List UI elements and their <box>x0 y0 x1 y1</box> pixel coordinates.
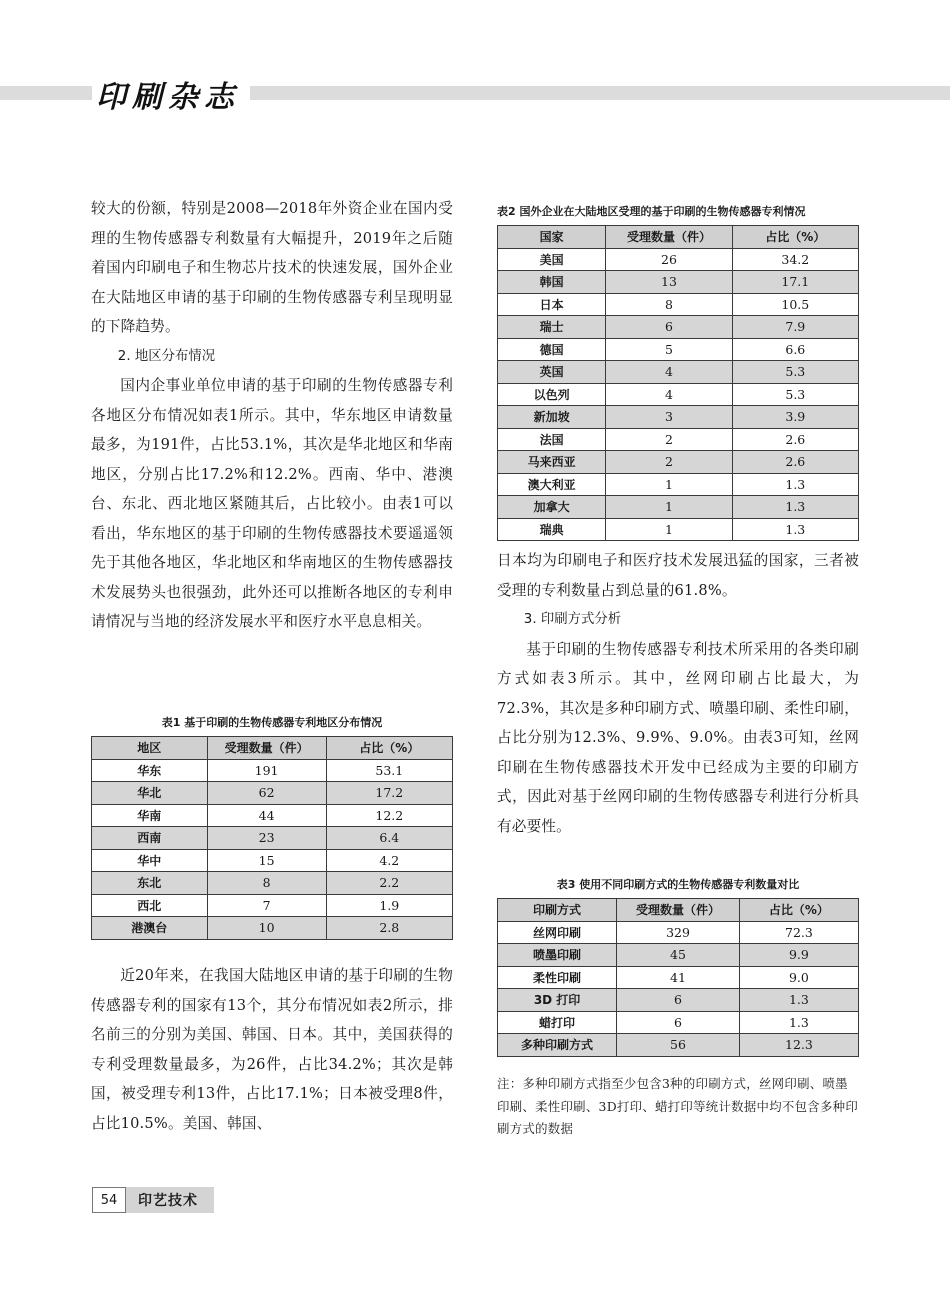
table-cell: 34.2 <box>732 248 858 271</box>
table-cell: 美国 <box>498 248 606 271</box>
table-cell: 瑞士 <box>498 316 606 339</box>
right-paragraph-1: 日本均为印刷电子和医疗技术发展迅猛的国家，三者被受理的专利数量占到总量的61.8%。 <box>497 552 859 599</box>
table2 <box>497 225 859 541</box>
table-cell: 1.9 <box>326 894 452 917</box>
table-row <box>92 849 453 872</box>
table-cell: 马来西亚 <box>498 451 606 474</box>
table-cell: 6.4 <box>326 827 452 850</box>
table-row <box>498 293 859 316</box>
table-row <box>498 361 859 384</box>
table-cell: 10.5 <box>732 293 858 316</box>
table-cell: 日本 <box>498 293 606 316</box>
table1-header-row <box>92 737 453 760</box>
table-cell: 53.1 <box>326 759 452 782</box>
table3-block <box>497 876 859 1057</box>
table2-header-cell: 受理数量（件） <box>606 226 732 249</box>
table-row <box>498 1034 859 1057</box>
table-cell: 8 <box>207 872 326 895</box>
table2-header-cell: 国家 <box>498 226 606 249</box>
table-cell: 3.9 <box>732 406 858 429</box>
table-cell: 华中 <box>92 849 208 872</box>
table-cell: 5.3 <box>732 361 858 384</box>
table-cell: 法国 <box>498 428 606 451</box>
table-row <box>92 917 453 940</box>
left-column <box>91 194 453 637</box>
table-cell: 17.2 <box>326 782 452 805</box>
table-cell: 9.0 <box>739 966 858 989</box>
table-cell: 9.9 <box>739 944 858 967</box>
journal-masthead-logo: 印刷杂志 <box>92 72 250 116</box>
table-cell: 韩国 <box>498 271 606 294</box>
table-cell: 191 <box>207 759 326 782</box>
page-number: 54 <box>92 1187 126 1213</box>
table-row <box>498 316 859 339</box>
table-cell: 41 <box>617 966 740 989</box>
table1-caption: 表1 基于印刷的生物传感器专利地区分布情况 <box>161 716 383 729</box>
table3-note-block <box>497 1073 859 1141</box>
table3-caption: 表3 使用不同印刷方式的生物传感器专利数量对比 <box>556 878 800 891</box>
table-cell: 5.3 <box>732 383 858 406</box>
table-cell: 4 <box>606 361 732 384</box>
table-cell: 西南 <box>92 827 208 850</box>
table-cell: 1.3 <box>732 518 858 541</box>
table-cell: 56 <box>617 1034 740 1057</box>
table-row <box>498 248 859 271</box>
table3-header-row <box>498 899 859 922</box>
table-row <box>498 473 859 496</box>
table-cell: 7 <box>207 894 326 917</box>
table-cell: 2.6 <box>732 451 858 474</box>
table1-header-cell: 占比（%） <box>326 737 452 760</box>
right-paragraph-2: 基于印刷的生物传感器专利技术所采用的各类印刷方式如表3所示。其中，丝网印刷占比最大，为72.3%，其次是多种印刷方式、喷墨印刷、柔性印刷，占比分别为12.3%、9.9%、9.0%。由表3可知，丝网印刷在生物传感器技术开发中已经成为主要的印刷方式，因此对基于丝网印刷的生物传感器专利进行分析具有必要性。 <box>497 640 859 835</box>
left-paragraph-3: 近20年来，在我国大陆地区申请的基于印刷的生物传感器专利的国家有13个，其分布情况如表2所示，排名前三的分别为美国、韩国、日本。其中，美国获得的专利受理数量最多，为26件，占比34.2%；其次是韩国，被受理专利13件，占比17.1%；日本被受理8件，占比10.5%。美国、韩国、 <box>91 967 453 1132</box>
table-cell: 喷墨印刷 <box>498 944 617 967</box>
table-cell: 13 <box>606 271 732 294</box>
table-row <box>498 451 859 474</box>
table-row <box>92 894 453 917</box>
table2-caption: 表2 国外企业在大陆地区受理的基于印刷的生物传感器专利情况 <box>497 205 806 218</box>
table3-header-cell: 占比（%） <box>739 899 858 922</box>
table-cell: 1 <box>606 473 732 496</box>
table-cell: 澳大利亚 <box>498 473 606 496</box>
table-cell: 新加坡 <box>498 406 606 429</box>
table-cell: 23 <box>207 827 326 850</box>
table-row <box>92 804 453 827</box>
table-cell: 5 <box>606 338 732 361</box>
table3-header-cell: 受理数量（件） <box>617 899 740 922</box>
table-cell: 15 <box>207 849 326 872</box>
table2-header-cell: 占比（%） <box>732 226 858 249</box>
table-cell: 2 <box>606 428 732 451</box>
table-cell: 72.3 <box>739 921 858 944</box>
table-cell: 6 <box>606 316 732 339</box>
table-cell: 德国 <box>498 338 606 361</box>
table-cell: 7.9 <box>732 316 858 339</box>
table-row <box>498 428 859 451</box>
table-row <box>498 271 859 294</box>
table-cell: 12.3 <box>739 1034 858 1057</box>
table-row <box>498 989 859 1012</box>
table1-block <box>91 714 453 940</box>
table-cell: 12.2 <box>326 804 452 827</box>
table-cell: 柔性印刷 <box>498 966 617 989</box>
table-cell: 瑞典 <box>498 518 606 541</box>
table-cell: 1 <box>606 496 732 519</box>
table-cell: 6.6 <box>732 338 858 361</box>
table-row <box>498 338 859 361</box>
table-cell: 62 <box>207 782 326 805</box>
table-cell: 4 <box>606 383 732 406</box>
table-cell: 26 <box>606 248 732 271</box>
table-cell: 17.1 <box>732 271 858 294</box>
table-cell: 2.2 <box>326 872 452 895</box>
table-row <box>92 759 453 782</box>
table3-note: 注：多种印刷方式指至少包含3种的印刷方式，丝网印刷、喷墨印刷、柔性印刷、3D打印、蜡打印等统计数据中均不包含多种印刷方式的数据 <box>497 1076 859 1136</box>
table1 <box>91 736 453 940</box>
table-cell: 8 <box>606 293 732 316</box>
table-cell: 10 <box>207 917 326 940</box>
section-title-region: 2. 地区分布情况 <box>117 348 216 364</box>
table-cell: 4.2 <box>326 849 452 872</box>
table-row <box>498 383 859 406</box>
table-cell: 西北 <box>92 894 208 917</box>
table2-block <box>497 203 859 541</box>
table-cell: 英国 <box>498 361 606 384</box>
table-cell: 2 <box>606 451 732 474</box>
table-row <box>92 782 453 805</box>
table-row <box>498 921 859 944</box>
table-row <box>498 966 859 989</box>
table-cell: 1.3 <box>732 496 858 519</box>
table2-header-row <box>498 226 859 249</box>
table-cell: 45 <box>617 944 740 967</box>
section-title-printing: 3. 印刷方式分析 <box>523 612 622 627</box>
table-cell: 3 <box>606 406 732 429</box>
table-row <box>92 872 453 895</box>
right-column-text <box>497 546 859 841</box>
table-cell: 丝网印刷 <box>498 921 617 944</box>
table-cell: 2.6 <box>732 428 858 451</box>
table-row <box>498 406 859 429</box>
table-cell: 3D 打印 <box>498 989 617 1012</box>
table-cell: 东北 <box>92 872 208 895</box>
table-row <box>498 518 859 541</box>
table-cell: 6 <box>617 1011 740 1034</box>
table-row <box>498 496 859 519</box>
table-row <box>498 1011 859 1034</box>
table-cell: 1.3 <box>739 1011 858 1034</box>
table-cell: 华北 <box>92 782 208 805</box>
table1-header-cell: 地区 <box>92 737 208 760</box>
table-cell: 6 <box>617 989 740 1012</box>
table-cell: 华东 <box>92 759 208 782</box>
table-cell: 329 <box>617 921 740 944</box>
table-cell: 1.3 <box>739 989 858 1012</box>
table-cell: 多种印刷方式 <box>498 1034 617 1057</box>
page-footer <box>92 1187 214 1213</box>
table-cell: 以色列 <box>498 383 606 406</box>
table-cell: 1.3 <box>732 473 858 496</box>
table-cell: 华南 <box>92 804 208 827</box>
table3-header-cell: 印刷方式 <box>498 899 617 922</box>
left-column-bottom <box>91 961 453 1138</box>
left-paragraph-2: 国内企事业单位申请的基于印刷的生物传感器专利各地区分布情况如表1所示。其中，华东地区申请数量最多，为191件，占比53.1%，其次是华北地区和华南地区，分别占比17.2%和12.2%。西南、华中、港澳台、东北、西北地区紧随其后，占比较小。由表1可以看出，华东地区的基于印刷的生物传感器技术要遥遥领先于其他各地区，华北地区和华南地区的生物传感器技术发展势头也很强劲，此外还可以推断各地区的专利申请情况与当地的经济发展水平和医疗水平息息相关。 <box>91 377 453 630</box>
left-paragraph-1: 较大的份额，特别是2008—2018年外资企业在国内受理的生物传感器专利数量有大幅提升，2019年之后随着国内印刷电子和生物芯片技术的快速发展，国外企业在大陆地区申请的基于印刷的生物传感器专利呈现明显的下降趋势。 <box>91 200 453 335</box>
table-cell: 港澳台 <box>92 917 208 940</box>
table-cell: 蜡打印 <box>498 1011 617 1034</box>
table-row <box>92 827 453 850</box>
journal-name: 印艺技术 <box>126 1187 214 1213</box>
table-cell: 加拿大 <box>498 496 606 519</box>
table-cell: 1 <box>606 518 732 541</box>
table1-header-cell: 受理数量（件） <box>207 737 326 760</box>
table-cell: 44 <box>207 804 326 827</box>
table-row <box>498 944 859 967</box>
table-cell: 2.8 <box>326 917 452 940</box>
table3 <box>497 898 859 1057</box>
